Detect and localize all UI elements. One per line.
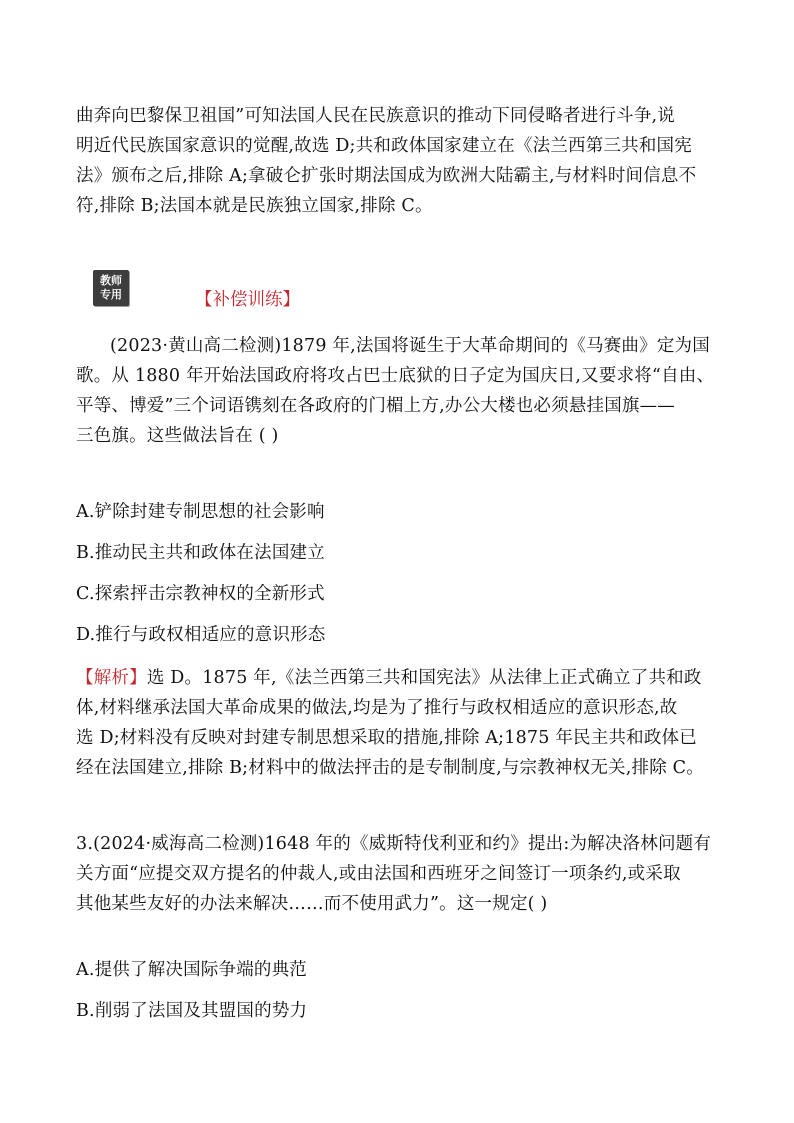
analysis-line: 选 D;材料没有反映对封建专制思想采取的措施,排除 A;1875 年民主共和政体已 (76, 728, 697, 748)
option-c: C.探索抨击宗教神权的全新形式 (76, 584, 325, 604)
text-line: 曲奔向巴黎保卫祖国”可知法国人民在民族意识的推动下同侵略者进行斗争,说 (76, 106, 676, 126)
text-line: 明近代民族国家意识的觉醒,故选 D;共和政体国家建立在《法兰西第三共和国宪 (76, 136, 692, 156)
previous-answer-paragraph (76, 101, 726, 221)
question-stem-line: 歌。从 1880 年开始法国政府将攻占巴士底狱的日子定为国庆日,又要求将“自由、 (76, 366, 715, 386)
question-stem-line: 其他某些友好的办法来解决……而不使用武力”。这一规定( ) (76, 894, 548, 914)
supplementary-training-label: 【补偿训练】 (195, 290, 300, 310)
option-a: A.铲除封建专制思想的社会影响 (76, 502, 325, 522)
badge-line-2: 专用 (100, 288, 122, 301)
question-stem-line: (2023·黄山高二检测)1879 年,法国将诞生于大革命期间的《马赛曲》定为国 (110, 336, 710, 356)
analysis-first-line (76, 663, 726, 693)
question-stem-line: 3.(2024·威海高二检测)1648 年的《威斯特伐利亚和约》提出:为解决洛林问题有 (76, 834, 712, 854)
analysis-label: 【解析】 (76, 668, 147, 688)
option-b: B.削弱了法国及其盟国的势力 (76, 1001, 308, 1021)
analysis-text: 选 D。1875 年,《法兰西第三共和国宪法》从法律上正式确立了共和政 (146, 668, 702, 688)
teacher-only-badge-icon (93, 270, 129, 306)
question-stem-line: 平等、博爱”三个词语镌刻在各政府的门楣上方,办公大楼也必须悬挂国旗—— (76, 396, 676, 416)
option-b: B.推动民主共和政体在法国建立 (76, 543, 325, 563)
question-3 (76, 829, 726, 919)
analysis-line: 体,材料继承法国大革命成果的做法,均是为了推行与政权相适应的意识形态,故 (76, 698, 678, 718)
question-2 (76, 331, 726, 451)
analysis-line: 经在法国建立,排除 B;材料中的做法抨击的是专制制度,与宗教神权无关,排除 C。 (76, 758, 704, 778)
badge-line-1: 教师 (100, 274, 122, 287)
question-stem-line: 三色旗。这些做法旨在 ( ) (76, 426, 279, 446)
question-stem-line: 关方面“应提交双方提名的仲裁人,或由法国和西班牙之间签订一项条约,或采取 (76, 864, 681, 884)
text-line: 法》颁布之后,排除 A;拿破仑扩张时期法国成为欧洲大陆霸主,与材料时间信息不 (76, 166, 697, 186)
option-a: A.提供了解决国际争端的典范 (76, 960, 307, 980)
question-2-options (76, 497, 726, 661)
option-d: D.推行与政权相适应的意识形态 (76, 625, 326, 645)
text-line: 符,排除 B;法国本就是民族独立国家,排除 C。 (76, 196, 433, 216)
analysis-block (76, 663, 726, 783)
question-3-options (76, 955, 726, 1037)
